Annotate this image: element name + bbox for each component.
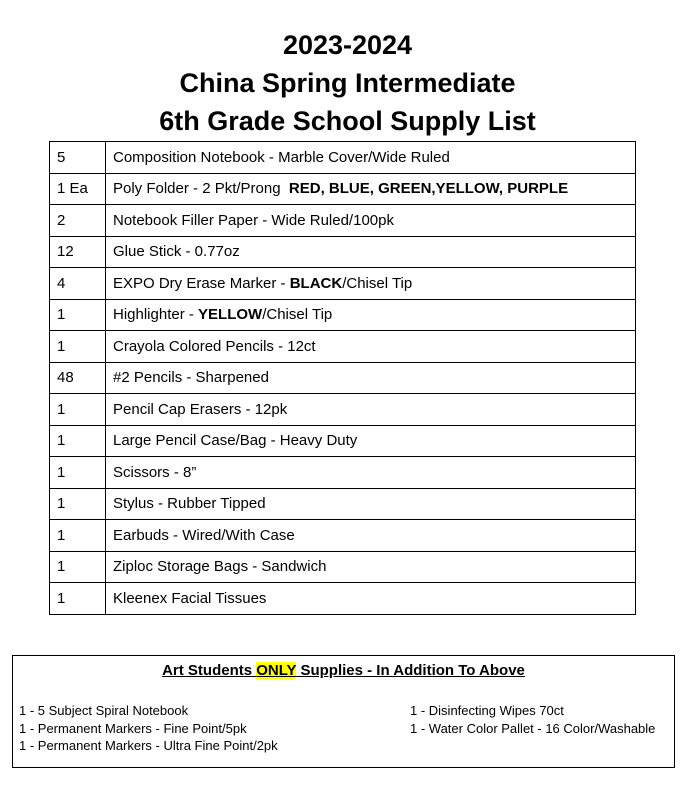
supply-description	[106, 425, 636, 457]
supply-row	[50, 425, 636, 457]
supply-quantity: 1	[50, 425, 106, 457]
supply-description	[106, 457, 636, 489]
supply-quantity: 48	[50, 362, 106, 394]
supply-row	[50, 362, 636, 394]
supply-quantity: 5	[50, 142, 106, 174]
supply-description	[106, 236, 636, 268]
art-item: 1 - Disinfecting Wipes 70ct	[410, 703, 564, 718]
supply-text: EXPO Dry Erase Marker -	[113, 274, 290, 292]
supply-description	[106, 362, 636, 394]
supply-row	[50, 551, 636, 583]
supply-text: Notebook Filler Paper - Wide Ruled/100pk	[113, 211, 394, 229]
supply-description	[106, 488, 636, 520]
supply-text: Pencil Cap Erasers - 12pk	[113, 400, 288, 418]
supply-description	[106, 394, 636, 426]
supply-description	[106, 268, 636, 300]
supply-row	[50, 142, 636, 174]
supply-row	[50, 394, 636, 426]
supply-text: Ziploc Storage Bags - Sandwich	[113, 558, 327, 576]
supply-description	[106, 299, 636, 331]
supply-table	[49, 141, 636, 615]
supply-text: Large Pencil Case/Bag - Heavy Duty	[113, 432, 358, 450]
supply-text: Glue Stick - 0.77oz	[113, 243, 240, 261]
supply-emphasis: BLACK	[289, 274, 343, 292]
supply-quantity: 1	[50, 551, 106, 583]
supply-row	[50, 457, 636, 489]
art-item: 1 - Permanent Markers - Ultra Fine Point/2pk	[19, 738, 278, 753]
supply-row	[50, 236, 636, 268]
supply-text: Kleenex Facial Tissues	[113, 589, 267, 607]
supply-quantity: 12	[50, 236, 106, 268]
supply-quantity: 1	[50, 394, 106, 426]
supply-quantity: 1	[50, 583, 106, 615]
supply-description	[106, 173, 636, 205]
art-supplies-box	[12, 655, 675, 768]
supply-text: Stylus - Rubber Tipped	[113, 495, 266, 513]
supply-quantity: 1	[50, 299, 106, 331]
supply-row	[50, 299, 636, 331]
supply-emphasis: RED, BLUE, GREEN,YELLOW, PURPLE	[288, 180, 569, 198]
supply-quantity: 1 Ea	[50, 173, 106, 205]
supply-row	[50, 331, 636, 363]
supply-quantity: 1	[50, 331, 106, 363]
supply-text: Composition Notebook - Marble Cover/Wide Ruled	[113, 148, 450, 166]
supply-text: /Chisel Tip	[342, 274, 413, 292]
page-title	[0, 26, 695, 140]
supply-text: Highlighter -	[113, 306, 199, 324]
art-item: 1 - 5 Subject Spiral Notebook	[19, 703, 189, 718]
supply-text: #2 Pencils - Sharpened	[113, 369, 269, 387]
supply-text: /Chisel Tip	[262, 306, 333, 324]
supply-quantity: 2	[50, 205, 106, 237]
art-heading	[13, 662, 674, 679]
supply-emphasis: YELLOW	[198, 306, 263, 324]
supply-text: Poly Folder - 2 Pkt/Prong	[113, 180, 289, 198]
supply-description	[106, 520, 636, 552]
art-heading-prefix: Art Students	[162, 662, 257, 679]
art-heading-suffix: Supplies - In Addition To Above	[296, 662, 525, 679]
art-heading-highlight: ONLY	[256, 662, 297, 679]
supply-row	[50, 173, 636, 205]
supply-quantity: 1	[50, 488, 106, 520]
supply-row	[50, 205, 636, 237]
title-year: 2023-2024	[282, 30, 413, 60]
supply-quantity: 1	[50, 520, 106, 552]
supply-quantity: 1	[50, 457, 106, 489]
art-left-list	[19, 702, 278, 755]
title-school: China Spring Intermediate	[179, 68, 516, 98]
title-list: 6th Grade School Supply List	[159, 106, 536, 136]
supply-row	[50, 520, 636, 552]
supply-text: Crayola Colored Pencils - 12ct	[113, 337, 316, 355]
supply-description	[106, 331, 636, 363]
supply-row	[50, 583, 636, 615]
supply-description	[106, 551, 636, 583]
art-item: 1 - Water Color Pallet - 16 Color/Washable	[410, 720, 656, 736]
supply-row	[50, 268, 636, 300]
supply-text: Scissors - 8”	[113, 463, 197, 481]
supply-description	[106, 205, 636, 237]
art-item: 1 - Permanent Markers - Fine Point/5pk	[19, 720, 247, 736]
supply-text: Earbuds - Wired/With Case	[113, 526, 295, 544]
supply-description	[106, 142, 636, 174]
supply-row	[50, 488, 636, 520]
art-right-list	[410, 702, 655, 737]
supply-description	[106, 583, 636, 615]
supply-quantity: 4	[50, 268, 106, 300]
